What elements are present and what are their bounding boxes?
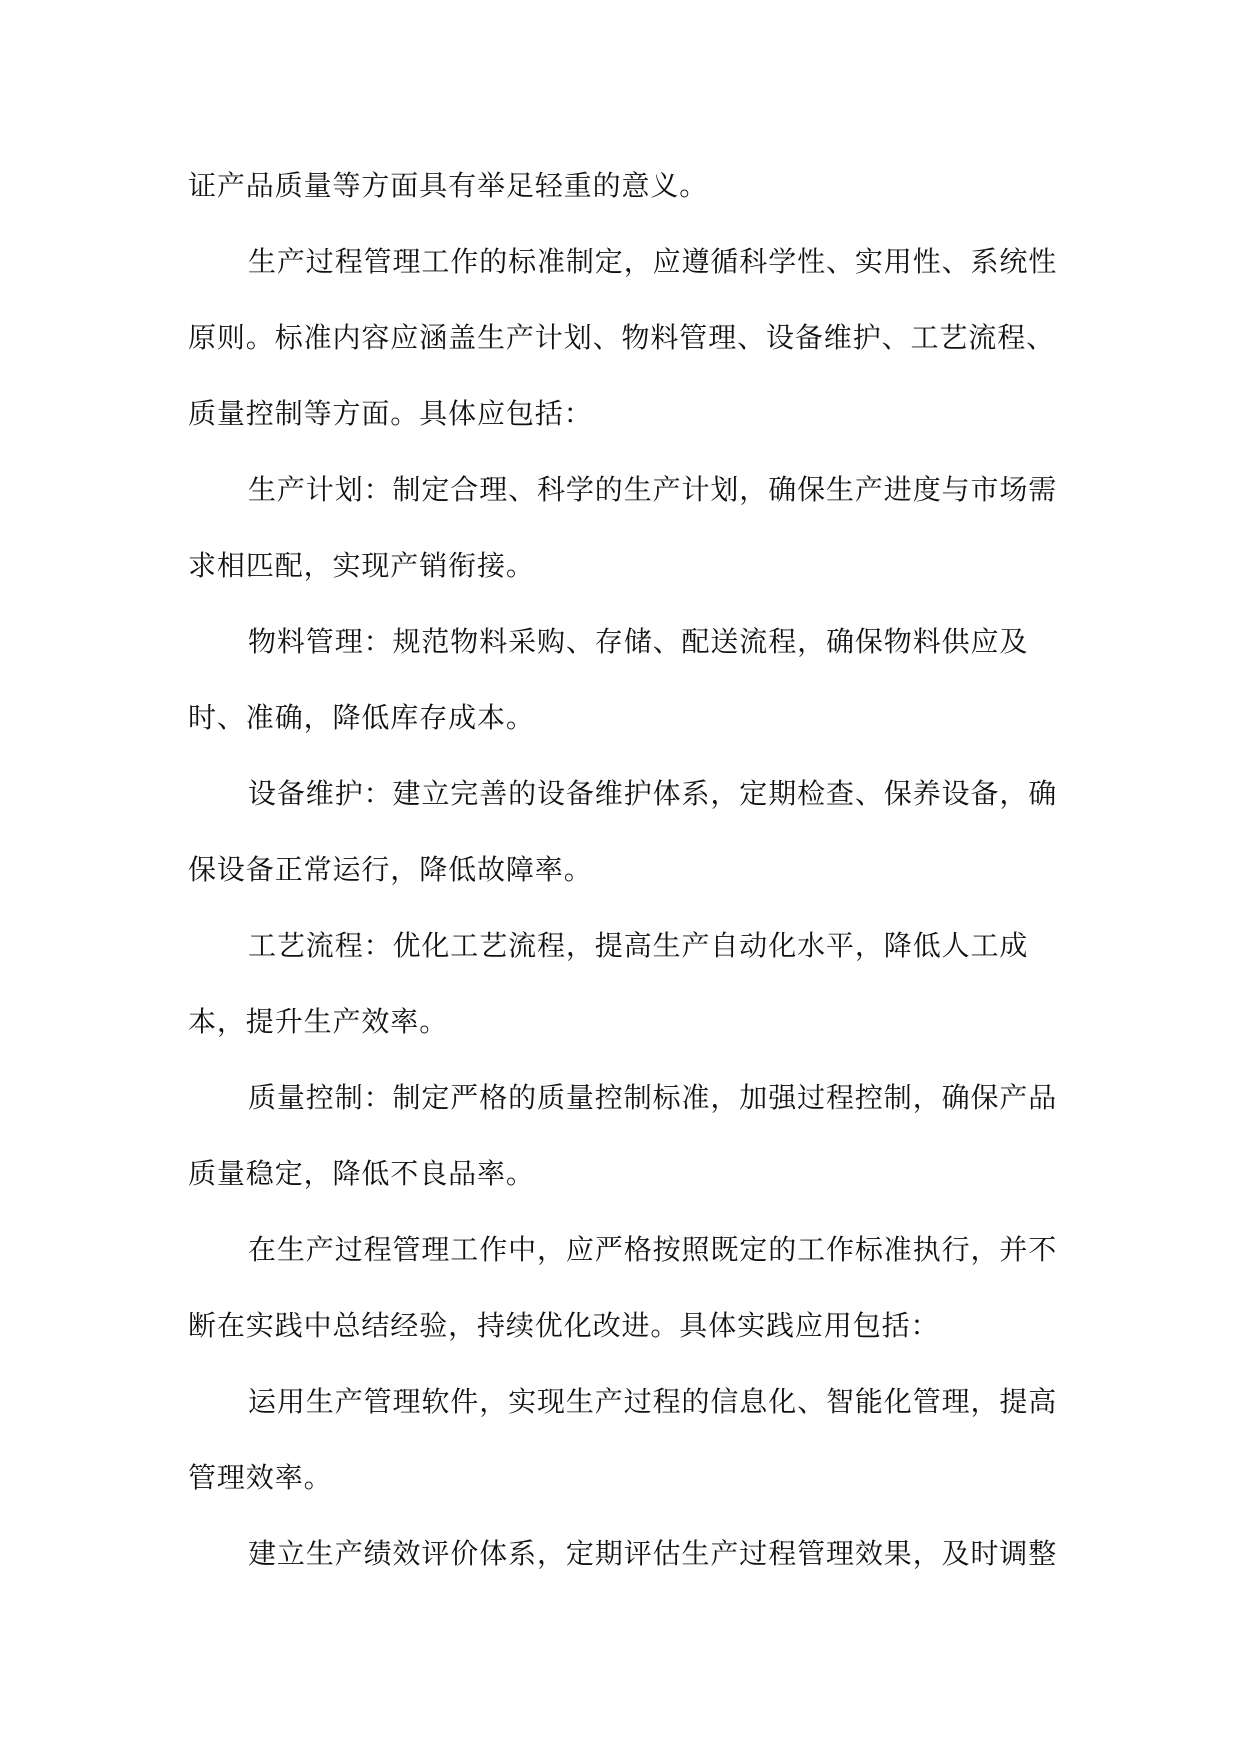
paragraph-5: 设备维护：建立完善的设备维护体系，定期检查、保养设备，确保设备正常运行，降低故障率。	[188, 777, 1058, 886]
paragraph-7: 质量控制：制定严格的质量控制标准，加强过程控制，确保产品质量稳定，降低不良品率。	[188, 1081, 1058, 1190]
paragraph-2: 生产过程管理工作的标准制定，应遵循科学性、实用性、系统性原则。标准内容应涵盖生产计划、物料管理、设备维护、工艺流程、质量控制等方面。具体应包括：	[188, 245, 1058, 430]
paragraph-8: 在生产过程管理工作中，应严格按照既定的工作标准执行，并不断在实践中总结经验，持续优化改进。具体实践应用包括：	[188, 1233, 1058, 1342]
paragraph-10: 建立生产绩效评价体系，定期评估生产过程管理效果，及时调整	[248, 1537, 1058, 1570]
paragraph-9: 运用生产管理软件，实现生产过程的信息化、智能化管理，提高管理效率。	[188, 1385, 1058, 1494]
paragraph-6: 工艺流程：优化工艺流程，提高生产自动化水平，降低人工成本，提升生产效率。	[188, 929, 1029, 1038]
paragraph-1: 证产品质量等方面具有举足轻重的意义。	[188, 169, 709, 202]
paragraph-3: 生产计划：制定合理、科学的生产计划，确保生产进度与市场需求相匹配，实现产销衔接。	[188, 473, 1058, 582]
paragraph-4: 物料管理：规范物料采购、存储、配送流程，确保物料供应及时、准确，降低库存成本。	[188, 625, 1029, 734]
document-body	[188, 148, 1058, 1592]
